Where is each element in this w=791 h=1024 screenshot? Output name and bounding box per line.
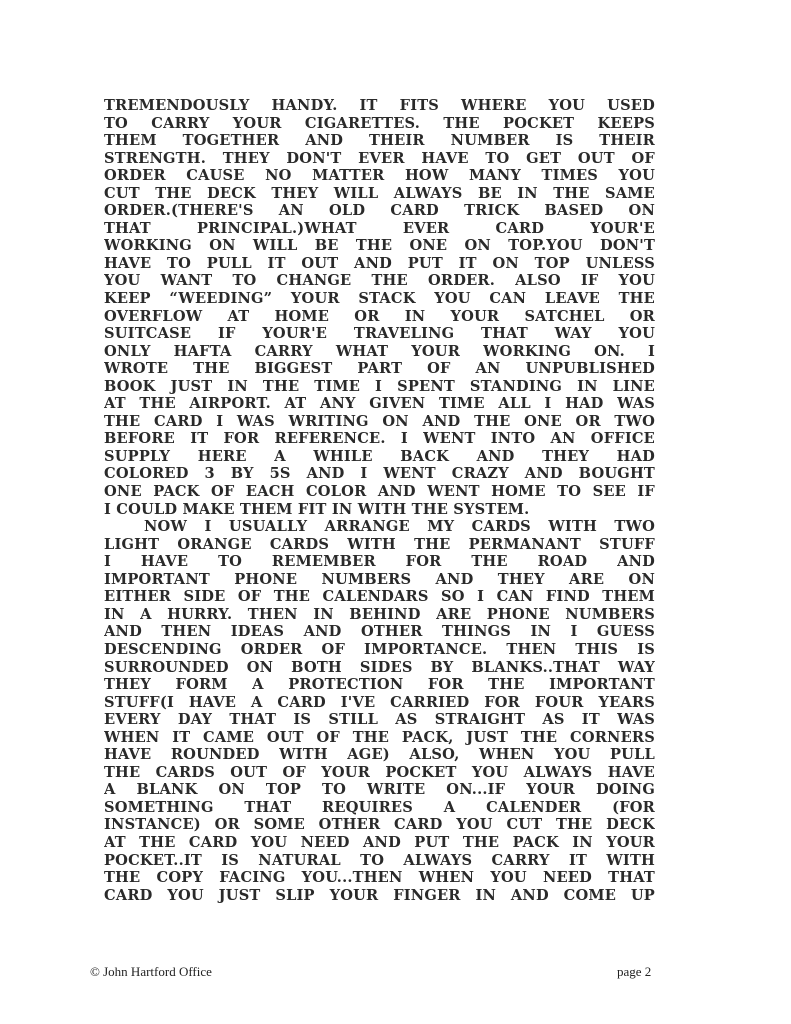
text-line: I HAVE TO REMEMBER FOR THE ROAD AND (104, 553, 655, 571)
text-line: BEFORE IT FOR REFERENCE. I WENT INTO AN OFFICE (104, 430, 655, 448)
text-line: YOU WANT TO CHANGE THE ORDER. ALSO IF YOU (104, 272, 655, 290)
page-number: page 2 (617, 964, 652, 979)
text-line: HAVE ROUNDED WITH AGE) ALSO, WHEN YOU PULL (104, 746, 655, 764)
text-line: IN A HURRY. THEN IN BEHIND ARE PHONE NUMBERS (104, 605, 655, 623)
text-line: SUPPLY HERE A WHILE BACK AND THEY HAD (104, 447, 655, 465)
text-line: SOMETHING THAT REQUIRES A CALENDER (FOR (104, 798, 655, 816)
text-line: ONLY HAFTA CARRY WHAT YOUR WORKING ON. I (104, 342, 655, 360)
text-line: WROTE THE BIGGEST PART OF AN UNPUBLISHED (104, 360, 655, 378)
text-line: THAT PRINCIPAL.)WHAT EVER CARD YOUR'E (104, 219, 655, 237)
text-line: WORKING ON WILL BE THE ONE ON TOP.YOU DON'T (104, 237, 655, 255)
text-line: INSTANCE) OR SOME OTHER CARD YOU CUT THE DECK (104, 816, 655, 834)
text-line: THE CARDS OUT OF YOUR POCKET YOU ALWAYS HAVE (104, 763, 655, 781)
text-line: DESCENDING ORDER OF IMPORTANCE. THEN THIS IS (104, 640, 655, 658)
text-line: ONE PACK OF EACH COLOR AND WENT HOME TO SEE IF (104, 483, 655, 501)
text-line: TREMENDOUSLY HANDY. IT FITS WHERE YOU USED (104, 97, 655, 114)
text-line: WHEN IT CAME OUT OF THE PACK, JUST THE CORNERS (104, 728, 655, 746)
text-line: SURROUNDED ON BOTH SIDES BY BLANKS..THAT WAY (104, 658, 655, 676)
text-line: CUT THE DECK THEY WILL ALWAYS BE IN THE SAME (104, 184, 655, 202)
text-line: STUFF(I HAVE A CARD I'VE CARRIED FOR FOUR YEARS (104, 693, 655, 711)
text-line: CARD YOU JUST SLIP YOUR FINGER IN AND COME UP (104, 886, 655, 904)
text-line: THEY FORM A PROTECTION FOR THE IMPORTANT (104, 676, 655, 694)
text-line: AT THE CARD YOU NEED AND PUT THE PACK IN YOUR (104, 833, 655, 851)
body-text (104, 97, 655, 904)
text-line: THE COPY FACING YOU...THEN WHEN YOU NEED THAT (104, 869, 655, 887)
text-line: THEM TOGETHER AND THEIR NUMBER IS THEIR (104, 132, 655, 150)
text-line: TO CARRY YOUR CIGARETTES. THE POCKET KEEPS (104, 114, 655, 132)
text-line: A BLANK ON TOP TO WRITE ON...IF YOUR DOING (104, 781, 655, 799)
text-line: ORDER CAUSE NO MATTER HOW MANY TIMES YOU (104, 167, 655, 185)
text-line: COLORED 3 BY 5S AND I WENT CRAZY AND BOUGHT (104, 465, 655, 483)
copyright-footer: © John Hartford Office (90, 964, 212, 979)
text-line: POCKET..IT IS NATURAL TO ALWAYS CARRY IT WITH (104, 851, 655, 869)
paragraph-start-line: NOW I USUALLY ARRANGE MY CARDS WITH TWO (144, 518, 655, 536)
text-line: OVERFLOW AT HOME OR IN YOUR SATCHEL OR (104, 307, 655, 325)
text-line: EVERY DAY THAT IS STILL AS STRAIGHT AS IT WAS (104, 711, 655, 729)
text-line: SUITCASE IF YOUR'E TRAVELING THAT WAY YOU (104, 325, 655, 343)
paragraph-end-line: I COULD MAKE THEM FIT IN WITH THE SYSTEM. (104, 500, 530, 518)
text-line: THE CARD I WAS WRITING ON AND THE ONE OR TWO (104, 412, 655, 430)
text-line: ORDER.(THERE'S AN OLD CARD TRICK BASED ON (104, 202, 655, 220)
text-line: AT THE AIRPORT. AT ANY GIVEN TIME ALL I HAD WAS (104, 395, 655, 413)
text-line: AND THEN IDEAS AND OTHER THINGS IN I GUESS (104, 623, 655, 641)
text-line: HAVE TO PULL IT OUT AND PUT IT ON TOP UNLESS (104, 254, 655, 272)
text-line: LIGHT ORANGE CARDS WITH THE PERMANANT STUFF (104, 535, 655, 553)
text-line: BOOK JUST IN THE TIME I SPENT STANDING IN LINE (104, 377, 655, 395)
text-line: KEEP “WEEDING” YOUR STACK YOU CAN LEAVE THE (104, 290, 655, 308)
text-line: STRENGTH. THEY DON'T EVER HAVE TO GET OUT OF (104, 149, 655, 167)
text-line: IMPORTANT PHONE NUMBERS AND THEY ARE ON (104, 570, 655, 588)
text-line: EITHER SIDE OF THE CALENDARS SO I CAN FIND THEM (104, 588, 655, 606)
